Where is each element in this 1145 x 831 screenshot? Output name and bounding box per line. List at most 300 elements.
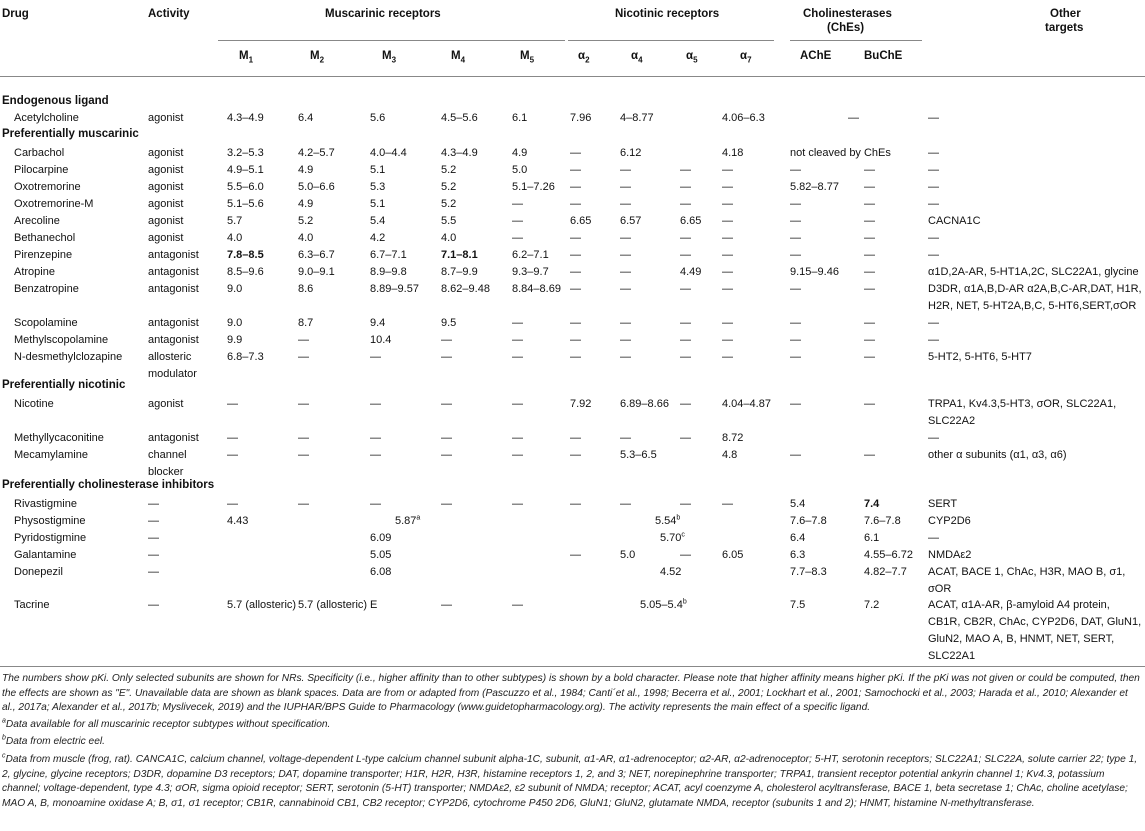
cell-text: — bbox=[512, 599, 523, 611]
col-header-drug: Drug bbox=[2, 8, 29, 20]
cell-a4 bbox=[620, 547, 635, 564]
section-muscarinic: Preferentially muscarinic bbox=[2, 128, 139, 140]
cell-text: — bbox=[790, 283, 801, 295]
cell-m1 bbox=[227, 349, 264, 366]
cell-text: 5.3 bbox=[370, 181, 386, 193]
cell-text: 5.1 bbox=[370, 164, 386, 176]
cell-text: — bbox=[570, 317, 581, 329]
cell-a5 bbox=[680, 496, 691, 513]
cell-text: 4.0–4.4 bbox=[370, 147, 407, 159]
cell-a4: 5.54$^b$ bbox=[655, 514, 681, 527]
cell-text: — bbox=[148, 532, 159, 544]
cell-text: — bbox=[298, 351, 309, 363]
col-header-other: Other bbox=[1050, 8, 1081, 20]
cell-a5 bbox=[680, 162, 691, 179]
cell-text: 5.0–6.6 bbox=[298, 181, 335, 193]
cell-ache bbox=[790, 547, 805, 564]
cell-text: 8.7–9.9 bbox=[441, 266, 478, 278]
cell-m4 bbox=[441, 315, 456, 332]
cell-text: — bbox=[570, 549, 581, 561]
cell-text: 6.65 bbox=[570, 215, 592, 227]
cell-m1 bbox=[227, 110, 264, 127]
cell-act bbox=[148, 513, 159, 530]
cell-text: — bbox=[227, 398, 238, 410]
cell-m5 bbox=[512, 145, 527, 162]
cell-ache bbox=[790, 179, 839, 196]
cell-text: antagonist bbox=[148, 432, 199, 444]
cell-text: 8.89–9.57 bbox=[370, 283, 419, 295]
cell-a4 bbox=[620, 281, 631, 298]
cell-text: agonist bbox=[148, 164, 184, 176]
cell-other bbox=[928, 264, 1143, 281]
cell-act bbox=[148, 496, 159, 513]
cell-text: Methyllycaconitine bbox=[14, 432, 104, 444]
cell-m1 bbox=[227, 281, 242, 298]
cell-text: — bbox=[370, 449, 381, 461]
cell-text: — bbox=[680, 351, 691, 363]
cell-text: Atropine bbox=[14, 266, 55, 278]
cell-text: — bbox=[864, 283, 875, 295]
cell-m3 bbox=[370, 530, 391, 547]
cell-m3 bbox=[370, 162, 385, 179]
cell-a7 bbox=[722, 247, 733, 264]
cell-text: not cleaved by ChEs bbox=[790, 147, 891, 159]
cell-text: — bbox=[928, 249, 939, 261]
cell-text: — bbox=[928, 147, 939, 159]
cell-m5 bbox=[512, 162, 527, 179]
cell-text: — bbox=[928, 181, 939, 193]
cell-m3 bbox=[370, 447, 381, 464]
cell-text: 5.3–6.5 bbox=[620, 449, 657, 461]
cell-m4 bbox=[441, 162, 456, 179]
cell-other bbox=[928, 110, 939, 127]
cell-m2 bbox=[298, 496, 309, 513]
col-header-cholinesterases: Cholinesterases bbox=[803, 8, 892, 20]
cell-text: — bbox=[790, 198, 801, 210]
cell-a2 bbox=[570, 281, 581, 298]
cell-text: agonist bbox=[148, 181, 184, 193]
cell-text: 4.2–5.7 bbox=[298, 147, 335, 159]
cell-text: — bbox=[620, 317, 631, 329]
cell-m3 bbox=[370, 315, 385, 332]
cell-act bbox=[148, 332, 199, 349]
cell-act bbox=[148, 281, 199, 298]
cell-text: 3.2–5.3 bbox=[227, 147, 264, 159]
cell-text: 6.89–8.66 bbox=[620, 398, 669, 410]
col-header-ache: AChE bbox=[800, 50, 832, 62]
cell-a4: 5.70$^c$ bbox=[660, 531, 685, 544]
cell-text: 6.12 bbox=[620, 147, 642, 159]
cell-text: 4.04–4.87 bbox=[722, 398, 771, 410]
cell-text: — bbox=[570, 147, 581, 159]
cell-m5 bbox=[512, 110, 527, 127]
cell-text: 5.7 (allosteric) bbox=[298, 599, 368, 611]
cell-text: — bbox=[680, 232, 691, 244]
footnote-b-text: Data from electric eel. bbox=[5, 736, 105, 747]
col-header-ches-abbr: (ChEs) bbox=[827, 22, 865, 34]
cell-text: — bbox=[570, 283, 581, 295]
cell-text: — bbox=[864, 164, 875, 176]
cell-m4 bbox=[441, 332, 452, 349]
drug-name bbox=[14, 110, 79, 127]
cell-a5 bbox=[680, 196, 691, 213]
cell-text: — bbox=[620, 432, 631, 444]
cell-text: antagonist bbox=[148, 283, 199, 295]
cell-text: 5-HT2, 5-HT6, 5-HT7 bbox=[928, 351, 1032, 363]
cell-text: — bbox=[864, 198, 875, 210]
cell-m2 bbox=[298, 349, 309, 366]
cell-act bbox=[148, 213, 183, 230]
header-rule bbox=[0, 76, 1145, 77]
footnote-c-text: Data from muscle (frog, rat). CANCA1C, calcium channel, voltage-dependent L-type calcium channel subunit alpha-1C, subunit, α1-AR, α1-adrenoceptor; α2-AR, α2-adrenoceptor; 5-HT, serotonin receptors; SLC22A1; SLC22A, solute carrier 22; type 1, 2, glycine, glycine receptors; D3DR, dopamine D3 receptors; DAT, dopamine transporter; H1R, H2R, H3R, histamine receptors 1, 2, and 3; NET, norepinephrine transporter; TRPA1, transient receptor potential ankyrin channel 1; Kv4.3, potassium channel; voltage-dependent, type 4.3; σOR, sigma opioid receptor; SERT, serotonin (5-HT) transporter; NMDAε2, ε2 subunit of NMDA; receptor; ACAT, acyl coenzyme A, cholesterol acyltransferase, BACE 1, beta secretase 1; ChAc, choline acetylase; MAO A, B, monoamine oxidase A; B, σ1, σ1 receptor; CB1R, cannabinoid CB1, CB2 receptor; CYP2D6, cytochrome P450 2D6, GluN1; GluN2, glutamate NMDA, receptor (subunits 1 and 2); HNMT, histamine N-methyltransferase. bbox=[2, 754, 1138, 809]
cell-text: — bbox=[370, 432, 381, 444]
cell-m5 bbox=[512, 332, 523, 349]
cell-text: NMDAε2 bbox=[928, 549, 972, 561]
cell-buche bbox=[864, 213, 875, 230]
cell-m1 bbox=[227, 430, 238, 447]
cell-text: — bbox=[722, 317, 733, 329]
cell-other bbox=[928, 315, 939, 332]
cell-text: 4.8 bbox=[722, 449, 738, 461]
cell-text: 8.6 bbox=[298, 283, 314, 295]
cell-text: — bbox=[370, 498, 381, 510]
cell-m1 bbox=[227, 196, 264, 213]
cell-act bbox=[148, 230, 183, 247]
cell-m1 bbox=[227, 264, 264, 281]
cell-text: 6.4 bbox=[298, 112, 314, 124]
cell-m4 bbox=[441, 230, 456, 247]
cell-text: 5.87 bbox=[395, 515, 417, 527]
cell-text: 7.96 bbox=[570, 112, 592, 124]
cell-other bbox=[928, 230, 939, 247]
cell-text: α1D,2A-AR, 5-HT1A,2C, SLC22A1, glycine bbox=[928, 266, 1139, 278]
cell-m4 bbox=[441, 430, 452, 447]
cell-text: 4.0 bbox=[298, 232, 314, 244]
cell-a7 bbox=[722, 447, 737, 464]
cell-text: 4.43 bbox=[227, 515, 249, 527]
cell-text: — bbox=[722, 351, 733, 363]
cell-m2 bbox=[298, 230, 313, 247]
cell-ache bbox=[790, 349, 801, 366]
cell-text: 4.9 bbox=[298, 164, 314, 176]
cell-text: 6.65 bbox=[680, 215, 702, 227]
cell-text: — bbox=[864, 266, 875, 278]
cell-text: other α subunits (α1, α3, α6) bbox=[928, 449, 1067, 461]
cell-buche bbox=[864, 496, 879, 513]
cell-text: — bbox=[570, 198, 581, 210]
cell-text: — bbox=[441, 334, 452, 346]
cell-buche bbox=[864, 264, 875, 281]
cell-text: 9.4 bbox=[370, 317, 386, 329]
cell-text: — bbox=[680, 164, 691, 176]
cell-act bbox=[148, 264, 199, 281]
cell-text: — bbox=[790, 232, 801, 244]
cell-act bbox=[148, 430, 199, 447]
cell-text: 7.8–8.5 bbox=[227, 249, 264, 261]
cell-a2 bbox=[570, 349, 581, 366]
cell-text: 8.7 bbox=[298, 317, 314, 329]
cell-text: 4.49 bbox=[680, 266, 702, 278]
cell-text: — bbox=[298, 398, 309, 410]
cell-a7 bbox=[722, 196, 733, 213]
cell-a5 bbox=[680, 213, 701, 230]
cell-text: 4.18 bbox=[722, 147, 744, 159]
cell-text: — bbox=[512, 334, 523, 346]
cell-text: 4.0 bbox=[441, 232, 457, 244]
cell-ache bbox=[790, 396, 801, 413]
col-header-m5: $M_5$ bbox=[520, 50, 535, 65]
cell-text: Oxotremorine-M bbox=[14, 198, 94, 210]
cell-text: 5.05 bbox=[370, 549, 392, 561]
cell-m5 bbox=[512, 213, 523, 230]
cell-m2 bbox=[298, 162, 313, 179]
cell-buche bbox=[864, 564, 907, 581]
cell-text: — bbox=[570, 232, 581, 244]
drug-name bbox=[14, 230, 75, 247]
cell-text: Oxotremorine bbox=[14, 181, 81, 193]
cell-text: antagonist bbox=[148, 317, 199, 329]
cell-text: 8.62–9.48 bbox=[441, 283, 490, 295]
cell-ache bbox=[790, 196, 801, 213]
drug-name bbox=[14, 447, 88, 464]
cell-ache bbox=[790, 145, 930, 162]
cell-m2 bbox=[298, 196, 313, 213]
cell-m5 bbox=[512, 396, 523, 413]
cell-text: — bbox=[928, 334, 939, 346]
drug-name bbox=[14, 513, 86, 530]
col-header-alpha5: $\alpha_5$ bbox=[686, 50, 698, 65]
cell-buche bbox=[864, 196, 875, 213]
cell-text: — bbox=[441, 351, 452, 363]
cell-m5 bbox=[512, 247, 549, 264]
cell-text: — bbox=[512, 398, 523, 410]
cell-text: — bbox=[298, 334, 309, 346]
cell-act bbox=[148, 396, 183, 413]
cell-a5 bbox=[680, 281, 691, 298]
cell-ache bbox=[790, 315, 801, 332]
cell-text: — bbox=[928, 164, 939, 176]
cell-m4 bbox=[441, 349, 452, 366]
cell-text: — bbox=[620, 498, 631, 510]
cell-text: — bbox=[722, 283, 733, 295]
cell-m5 bbox=[512, 179, 555, 196]
cell-text: agonist bbox=[148, 198, 184, 210]
cell-a5 bbox=[680, 396, 691, 413]
nicotinic-span-rule bbox=[568, 40, 774, 41]
cell-text: — bbox=[512, 449, 523, 461]
cell-act bbox=[148, 110, 183, 127]
col-header-nicotinic: Nicotinic receptors bbox=[615, 8, 720, 20]
cell-text: — bbox=[864, 232, 875, 244]
col-header-buche: BuChE bbox=[864, 50, 903, 62]
cell-act bbox=[148, 145, 183, 162]
cell-a4 bbox=[620, 213, 641, 230]
cell-m2 bbox=[298, 447, 309, 464]
cell-a5 bbox=[680, 430, 691, 447]
cell-buche bbox=[864, 179, 875, 196]
cell-text: 6.05 bbox=[722, 549, 744, 561]
cell-m4 bbox=[441, 179, 456, 196]
cell-m1 bbox=[227, 396, 238, 413]
cell-other bbox=[928, 281, 1143, 315]
cell-m5 bbox=[512, 315, 523, 332]
cell-a5 bbox=[680, 547, 691, 564]
cell-text: 4–8.77 bbox=[620, 112, 654, 124]
cell-a2 bbox=[570, 332, 581, 349]
cell-other bbox=[928, 430, 939, 447]
cell-m1 bbox=[227, 247, 264, 264]
cell-text: allosteric modulator bbox=[148, 351, 197, 380]
cell-text: 5.0 bbox=[512, 164, 528, 176]
cell-other bbox=[928, 162, 939, 179]
drug-name bbox=[14, 196, 93, 213]
cell-text: 6.57 bbox=[620, 215, 642, 227]
cell-a4 bbox=[620, 396, 669, 413]
cell-m1 bbox=[227, 597, 297, 614]
cell-ache bbox=[790, 530, 805, 547]
cell-a7 bbox=[722, 547, 743, 564]
cell-m4 bbox=[441, 281, 490, 298]
cell-text: 4.0 bbox=[227, 232, 243, 244]
cell-m3 bbox=[370, 179, 385, 196]
cell-text: agonist bbox=[148, 112, 184, 124]
cell-a2 bbox=[570, 213, 591, 230]
cell-text: Pilocarpine bbox=[14, 164, 69, 176]
cell-text: 5.2 bbox=[441, 181, 457, 193]
cell-act bbox=[148, 447, 218, 481]
cell-text: N-desmethylclozapine bbox=[14, 351, 123, 363]
cell-a7 bbox=[722, 281, 733, 298]
cell-text: 5.70 bbox=[660, 532, 682, 544]
cell-text: — bbox=[790, 334, 801, 346]
cell-a4 bbox=[620, 264, 631, 281]
cell-text: — bbox=[570, 181, 581, 193]
cell-text: 8.9–9.8 bbox=[370, 266, 407, 278]
cell-text: 7.7–8.3 bbox=[790, 566, 827, 578]
cell-a7 bbox=[722, 315, 733, 332]
cell-text: — bbox=[864, 249, 875, 261]
cell-text: Tacrine bbox=[14, 599, 50, 611]
cell-ache bbox=[790, 496, 805, 513]
col-header-activity: Activity bbox=[148, 8, 190, 20]
cell-buche bbox=[864, 332, 875, 349]
cell-m4 bbox=[441, 597, 452, 614]
cell-m5 bbox=[512, 264, 549, 281]
cell-a2 bbox=[570, 264, 581, 281]
cell-a7 bbox=[722, 332, 733, 349]
cell-text: agonist bbox=[148, 398, 184, 410]
cell-text: — bbox=[722, 249, 733, 261]
cell-text: — bbox=[790, 317, 801, 329]
cell-text: agonist bbox=[148, 215, 184, 227]
cell-text: Arecoline bbox=[14, 215, 60, 227]
cell-text: Pyridostigmine bbox=[14, 532, 87, 544]
footnote-main: The numbers show pKi. Only selected subunits are shown for NRs. Specificity (i.e., higher affinity than to other subtypes) is shown by a bold character. Please note that higher affinity means higher pKi. If the pKi was not given or could be computed, then the effects are shown as "E". Unavailable data are shown as blank spaces. Data are from or adapted from (Pascuzzo et al., 1984; Canti´et al., 1998; Becerra et al., 2001; Lockhart et al., 2001; Samochocki et al., 2003; Harada et al., 2010; Alexander et al., 2017a; Alexander et al., 2017b; Myslivecek, 2019) and the IUPHAR/BPS Guide to Pharmacology (www.guidetopharmacology.org). The activity represents the main effect of a specific ligand. bbox=[2, 673, 1140, 713]
cell-text: — bbox=[864, 215, 875, 227]
cell-text: — bbox=[570, 351, 581, 363]
cell-text: — bbox=[620, 334, 631, 346]
cell-buche bbox=[864, 162, 875, 179]
cell-text: 5.2 bbox=[298, 215, 314, 227]
cell-ache bbox=[790, 247, 801, 264]
col-header-m2: $M_2$ bbox=[310, 50, 325, 65]
cell-act bbox=[148, 247, 199, 264]
cell-text: — bbox=[570, 334, 581, 346]
cell-text: 5.7 bbox=[227, 215, 243, 227]
cell-m5 bbox=[512, 430, 523, 447]
cell-text: — bbox=[928, 432, 939, 444]
cell-text: — bbox=[722, 164, 733, 176]
cell-text: — bbox=[570, 266, 581, 278]
cell-text: — bbox=[620, 249, 631, 261]
cell-a4 bbox=[620, 110, 654, 127]
cell-text: agonist bbox=[148, 147, 184, 159]
cell-buche bbox=[864, 513, 901, 530]
cell-m3 bbox=[370, 564, 391, 581]
cell-text: antagonist bbox=[148, 334, 199, 346]
cell-text: — bbox=[680, 498, 691, 510]
cell-m5 bbox=[512, 496, 523, 513]
drug-name bbox=[14, 247, 72, 264]
cell-text: 5.1–5.6 bbox=[227, 198, 264, 210]
cell-m5 bbox=[512, 349, 523, 366]
cell-a5 bbox=[680, 315, 691, 332]
cell-other bbox=[928, 196, 939, 213]
cell-text: 5.4 bbox=[370, 215, 386, 227]
cell-text: — bbox=[441, 432, 452, 444]
cell-text: 4.5–5.6 bbox=[441, 112, 478, 124]
cell-text: 5.2 bbox=[441, 164, 457, 176]
cell-text: — bbox=[864, 334, 875, 346]
cell-text: — bbox=[790, 215, 801, 227]
ches-span-rule bbox=[790, 40, 922, 41]
cell-text: — bbox=[722, 215, 733, 227]
cell-m4 bbox=[441, 213, 456, 230]
cell-text: — bbox=[620, 351, 631, 363]
cell-text: — bbox=[298, 449, 309, 461]
col-header-muscarinic: Muscarinic receptors bbox=[325, 8, 441, 20]
cell-text: 9.5 bbox=[441, 317, 457, 329]
cell-text: — bbox=[928, 198, 939, 210]
cell-text: 4.52 bbox=[660, 566, 682, 578]
cell-a7 bbox=[722, 349, 733, 366]
cell-text: CACNA1C bbox=[928, 215, 981, 227]
cell-text: — bbox=[864, 398, 875, 410]
cell-text: — bbox=[570, 449, 581, 461]
cell-m1 bbox=[227, 230, 242, 247]
cell-m3 bbox=[370, 145, 407, 162]
cell-ache bbox=[790, 447, 801, 464]
cell-other bbox=[928, 247, 939, 264]
section-endogenous: Endogenous ligand bbox=[2, 95, 109, 107]
cell-text: TRPA1, Kv4.3,5-HT3, σOR, SLC22A1, SLC22A2 bbox=[928, 398, 1117, 427]
cell-a4 bbox=[620, 145, 641, 162]
cell-text: 7.5 bbox=[790, 599, 806, 611]
cell-a4 bbox=[620, 496, 631, 513]
drug-name bbox=[14, 564, 63, 581]
cell-a2 bbox=[570, 247, 581, 264]
section-nicotinic: Preferentially nicotinic bbox=[2, 379, 126, 391]
col-header-m3: $M_3$ bbox=[382, 50, 397, 65]
cell-text: 6.4 bbox=[790, 532, 806, 544]
cell-buche bbox=[864, 247, 875, 264]
cell-text: 4.9 bbox=[298, 198, 314, 210]
drug-name bbox=[14, 145, 64, 162]
cell-other bbox=[928, 213, 981, 230]
cell-text: — bbox=[148, 515, 159, 527]
cell-a4 bbox=[620, 196, 631, 213]
cell-text: — bbox=[864, 449, 875, 461]
